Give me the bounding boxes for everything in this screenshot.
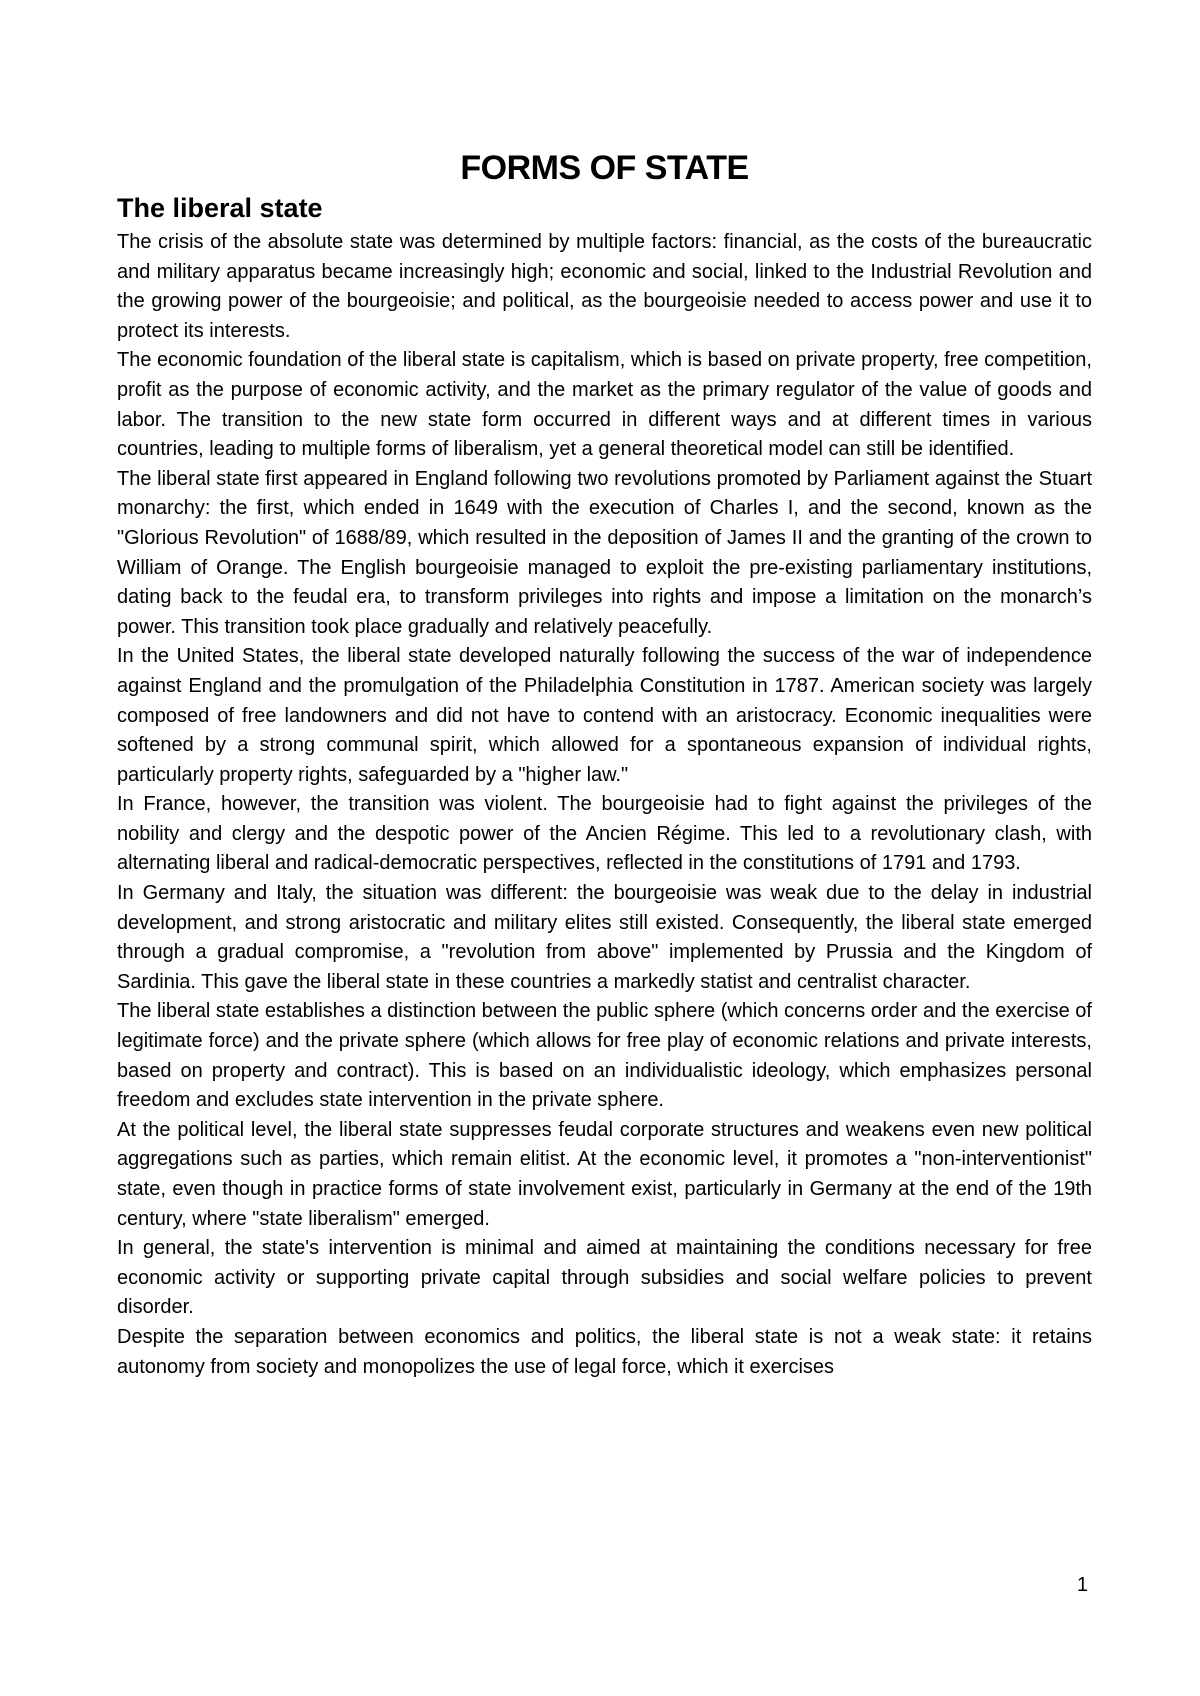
paragraph-public-private-sphere: The liberal state establishes a distinction between the public sphere (which concerns order and the exercise of legitimate force) and the private sphere (which allows for free play of economic relations and private interests, based on property and contract). This is based on an individualistic ideology, which emphasizes personal freedom and excludes state intervention in the private sphere. [117, 1000, 1092, 1112]
paragraph-state-intervention: In general, the state's intervention is minimal and aimed at maintaining the conditions necessary for free economic activity or supporting private capital through subsidies and social welfare policies to prevent disorder. [117, 1237, 1092, 1319]
paragraph-united-states: In the United States, the liberal state developed naturally following the success of the war of independence against England and the promulgation of the Philadelphia Constitution in 1787. American society was largely composed of free landowners and did not have to contend with an aristocracy. Economic inequalities were softened by a strong communal spirit, which allowed for a spontaneous expansion of individual rights, particularly property rights, safeguarded by a "higher law." [117, 645, 1092, 786]
paragraph-germany-italy: In Germany and Italy, the situation was different: the bourgeoisie was weak due to the delay in industrial development, and strong aristocratic and military elites still existed. Consequently, the liberal state emerged through a gradual compromise, a "revolution from above" implemented by Prussia and the Kingdom of Sardinia. This gave the liberal state in these countries a markedly statist and centralist character. [117, 882, 1092, 993]
page-number: 1 [1076, 1574, 1088, 1596]
section-heading: The liberal state [117, 193, 323, 223]
paragraph-political-economic-level: At the political level, the liberal state suppresses feudal corporate structures and weakens even new political aggregations such as parties, which remain elitist. At the economic level, it promotes a "non-interventionist" state, even though in practice forms of state involvement exist, particularly in Germany at the end of the 19th century, where "state liberalism" emerged. [117, 1118, 1092, 1230]
paragraph-england: The liberal state first appeared in England following two revolutions promoted by Parliament against the Stuart monarchy: the first, which ended in 1649 with the execution of Charles I, and the second, known as the "Glorious Revolution" of 1688/89, which resulted in the deposition of James II and the granting of the crown to William of Orange. The English bourgeoisie managed to exploit the pre-existing parliamentary institutions, dating back to the feudal era, to transform privileges into rights and impose a limitation on the monarch’s power. This transition took place gradually and relatively peacefully. [117, 467, 1092, 638]
paragraph-absolute-state-crisis: The crisis of the absolute state was determined by multiple factors: financial, as the costs of the bureaucratic and military apparatus became increasingly high; economic and social, linked to the Industrial Revolution and the growing power of the bourgeoisie; and political, as the bourgeoisie needed to access power and use it to protect its interests. [117, 231, 1092, 342]
document-title: FORMS OF STATE [460, 149, 749, 187]
paragraph-not-weak-state: Despite the separation between economics and politics, the liberal state is not a weak state: it retains autonomy from society and monopolizes the use of legal force, which it exercises [117, 1325, 1092, 1378]
paragraph-economic-foundation: The economic foundation of the liberal state is capitalism, which is based on private property, free competition, profit as the purpose of economic activity, and the market as the primary regulator of the value of goods and labor. The transition to the new state form occurred in different ways and at different times in various countries, leading to multiple forms of liberalism, yet a general theoretical model can still be identified. [117, 349, 1092, 461]
page-content [117, 148, 1092, 1382]
paragraph-france: In France, however, the transition was violent. The bourgeoisie had to fight against the privileges of the nobility and clergy and the despotic power of the Ancien Régime. This led to a revolutionary clash, with alternating liberal and radical-democratic perspectives, reflected in the constitutions of 1791 and 1793. [117, 793, 1092, 875]
